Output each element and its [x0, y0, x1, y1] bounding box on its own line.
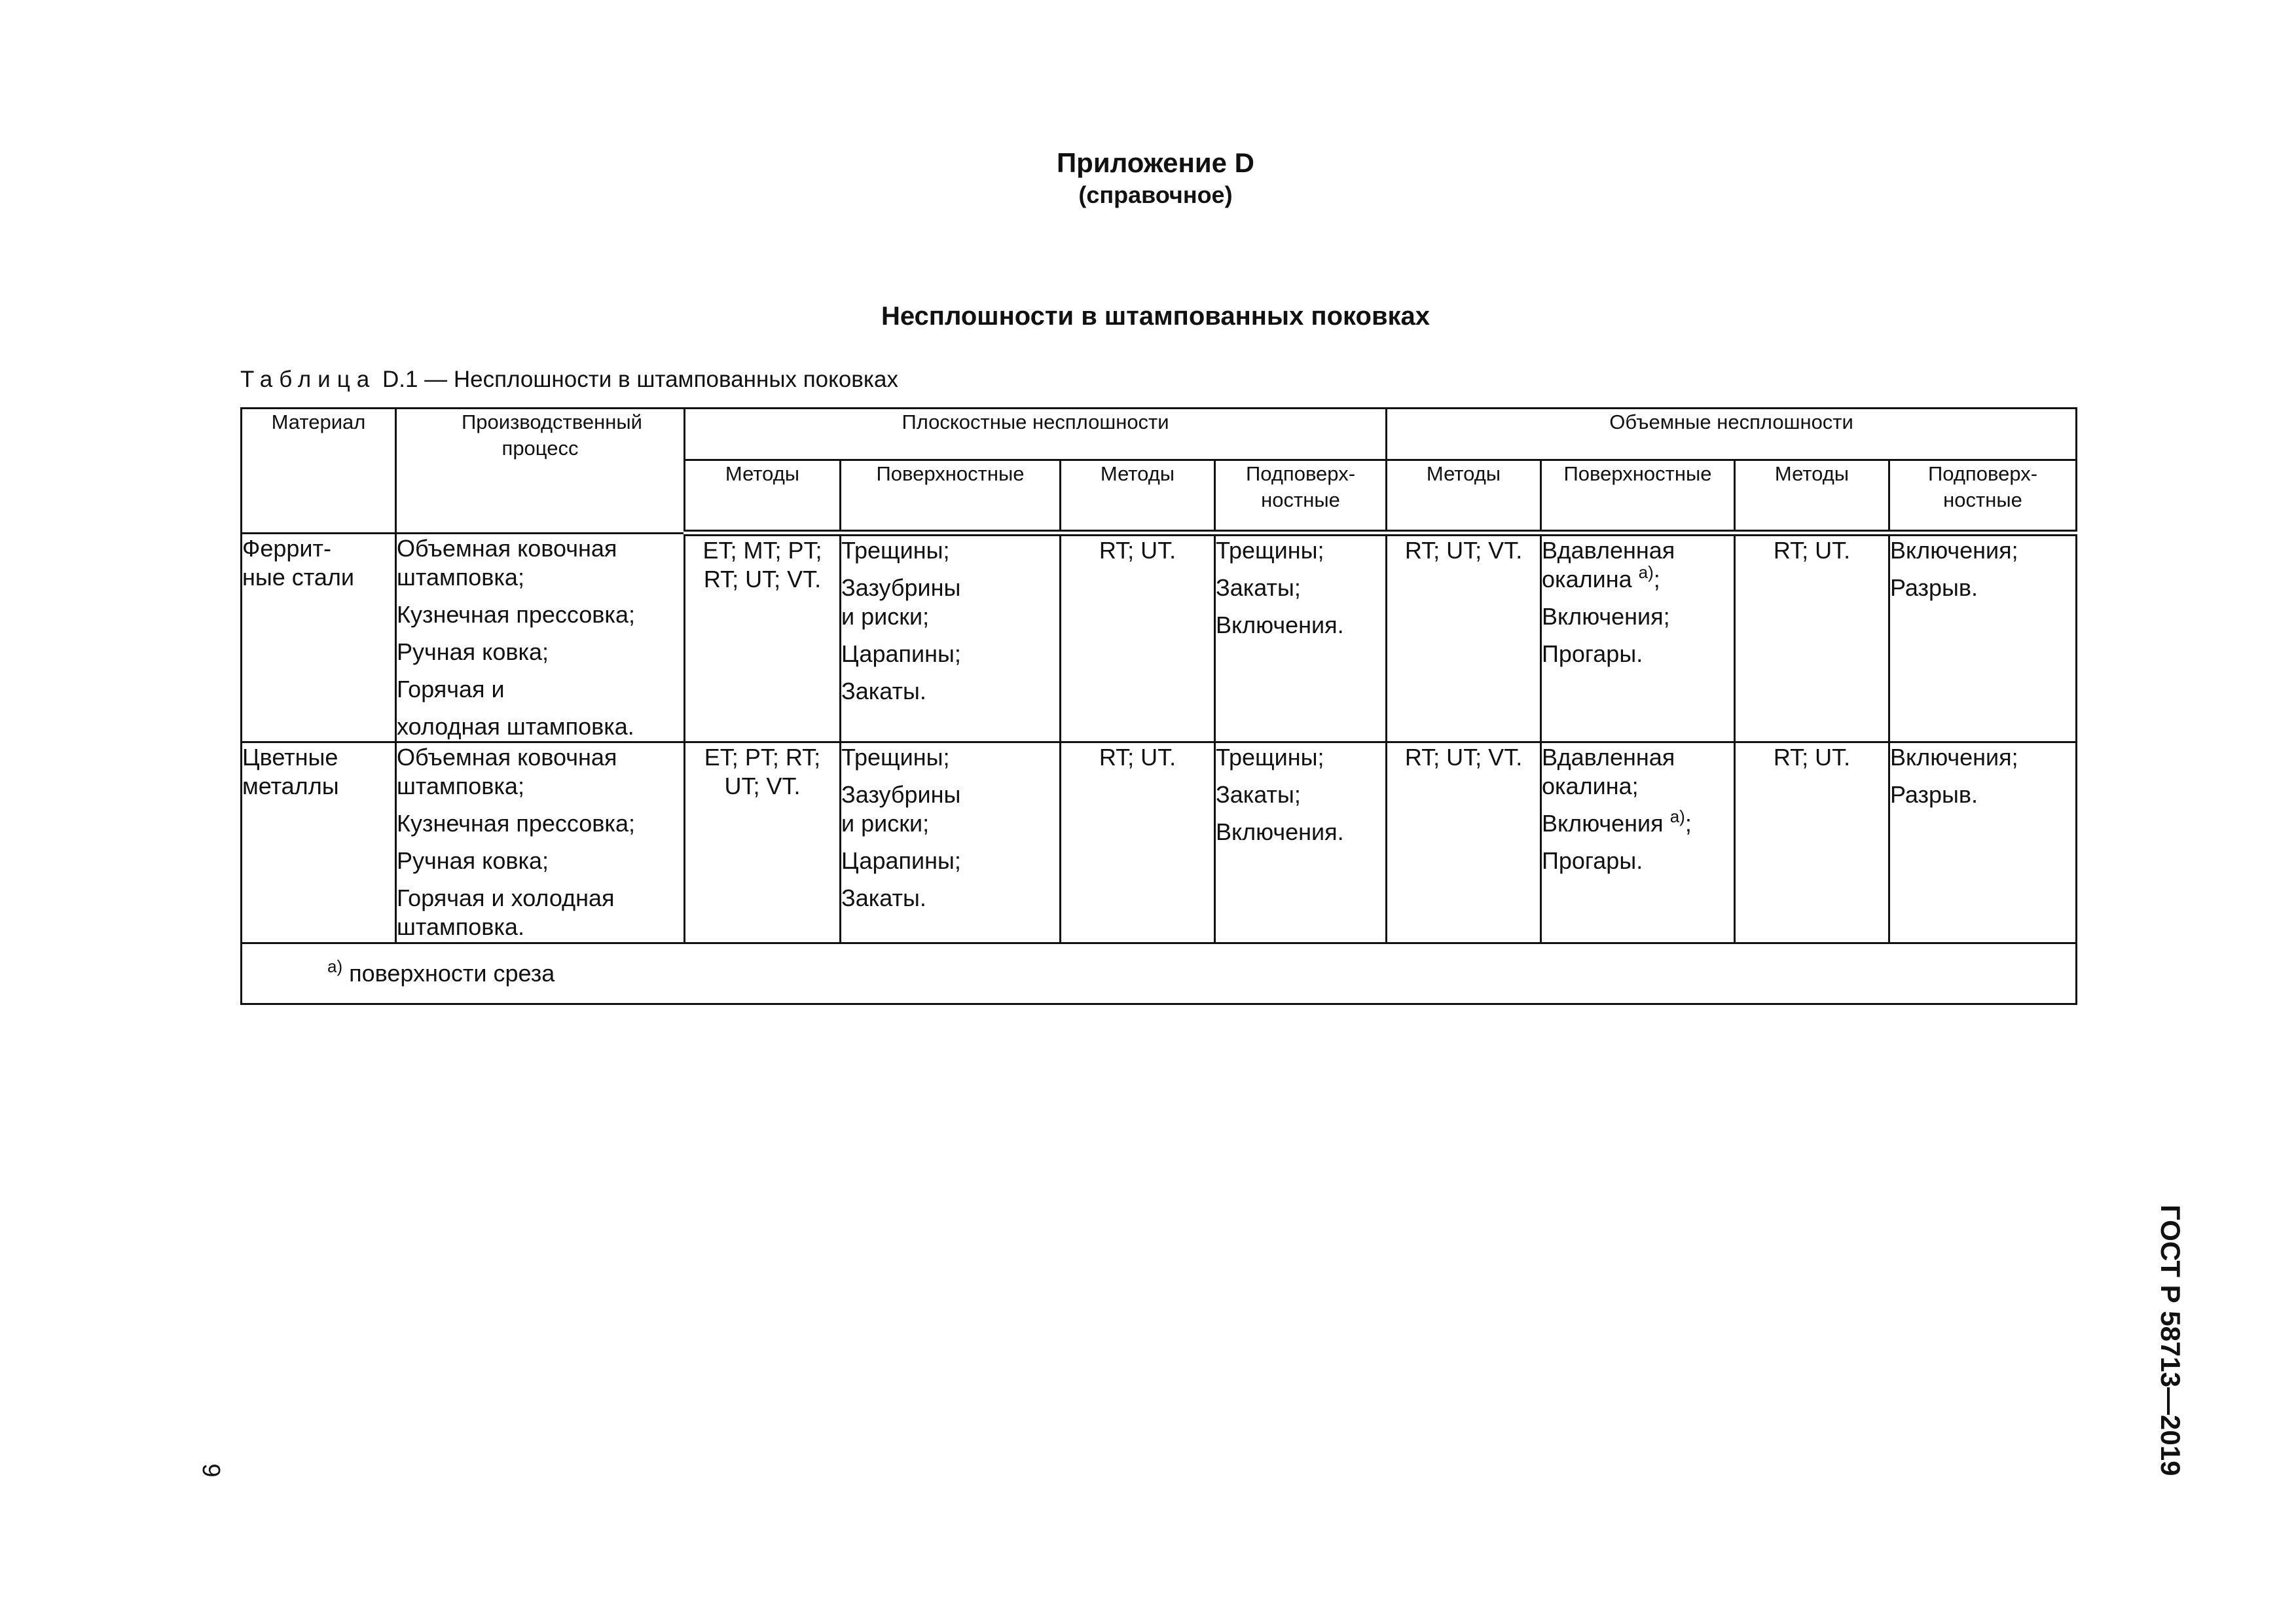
cell-planar-subsurface: [1215, 533, 1387, 742]
header-subsurface-line1: Подповерх-: [1245, 462, 1356, 485]
list-item: Объемная ковочная штамповка;: [397, 743, 617, 799]
list-item: Прогары.: [1542, 640, 1643, 667]
list-item: Ручная ковка;: [397, 847, 549, 874]
list-item: Зазубрины и риски;: [841, 780, 961, 837]
table-caption-word: Таблица: [240, 367, 376, 392]
table-footnote: [242, 943, 2077, 1004]
header-planar-surface: Поверхностные: [841, 460, 1061, 534]
header-volumetric-group: Объемные несплошности: [1387, 409, 2077, 460]
list-item: Ручная ковка;: [397, 638, 549, 665]
list-item: Включения.: [1216, 611, 1344, 638]
footnote-ref: а): [1669, 806, 1685, 826]
cell-vol-subsurface-methods: RT; UT.: [1735, 533, 1889, 742]
cell-vol-surface-methods: RT; UT; VT.: [1387, 742, 1541, 943]
list-item: Царапины;: [841, 640, 961, 667]
list-item: холодная штамповка.: [397, 712, 634, 740]
list-item: Кузнечная прессовка;: [397, 809, 635, 837]
footnote-ref: а): [1638, 562, 1654, 582]
list-item: Включения;: [1890, 743, 2018, 771]
list-item: Трещины;: [1216, 743, 1324, 771]
header-planar-subsurface-methods: Методы: [1061, 460, 1215, 534]
cell-process: [396, 742, 685, 943]
cell-planar-surface-methods: ET; MT; PT; RT; UT; VT.: [685, 533, 841, 742]
section-title: Несплошности в штампованных поковках: [881, 302, 1430, 331]
header-planar-surface-methods: Методы: [685, 460, 841, 534]
header-process: [396, 409, 685, 534]
footnote-mark: а): [327, 956, 343, 976]
standard-code-text: ГОСТ Р 58713—2019: [2155, 1205, 2186, 1476]
page-number: [191, 1456, 230, 1495]
table-row: [242, 742, 2077, 943]
list-item: Зазубрины и риски;: [841, 574, 961, 630]
header-process-text: Производственный процесс: [462, 410, 642, 460]
cell-planar-subsurface-methods: RT; UT.: [1061, 533, 1215, 742]
list-item: Закаты;: [1216, 574, 1301, 601]
cell-planar-surface-methods: ET; PT; RT; UT; VT.: [685, 742, 841, 943]
list-item: [1542, 536, 1692, 594]
cell-vol-subsurface: [1889, 533, 2077, 742]
item-tail: ;: [1685, 809, 1692, 837]
appendix-title: Приложение D: [1056, 147, 1255, 178]
cell-vol-subsurface: [1889, 742, 2077, 943]
cell-process: [396, 533, 685, 742]
table-caption: [240, 365, 898, 394]
material-text: Феррит-ные стали: [242, 534, 354, 591]
cell-planar-subsurface-methods: RT; UT.: [1061, 742, 1215, 943]
page-number-text: 9: [197, 1463, 225, 1478]
list-item: [1542, 806, 1734, 838]
material-text: Цветные металлы: [242, 743, 339, 799]
header-material: Материал: [242, 409, 396, 534]
list-item: Объемная ковочная штамповка;: [397, 534, 617, 591]
header-planar-group: Плоскостные несплошности: [685, 409, 1387, 460]
list-item: Вдавленная окалина;: [1542, 743, 1675, 799]
list-item: Прогары.: [1542, 847, 1643, 874]
cell-vol-subsurface-methods: RT; UT.: [1735, 742, 1889, 943]
list-item: Закаты.: [841, 678, 926, 704]
footnote-row: [242, 943, 2077, 1004]
header-subsurface-line2: ностные: [1261, 488, 1340, 511]
cell-planar-subsurface: [1215, 742, 1387, 943]
header-subsurface-line2: ностные: [1943, 488, 2022, 511]
cell-vol-surface: [1541, 742, 1735, 943]
header-row-groups: [242, 409, 2077, 460]
header-vol-surface-methods: Методы: [1387, 460, 1541, 534]
header-vol-surface: Поверхностные: [1541, 460, 1735, 534]
list-item: Разрыв.: [1890, 780, 1978, 808]
header-subsurface-line1: Подповерх-: [1928, 462, 2038, 485]
list-item: Включения;: [1542, 603, 1670, 630]
defects-table: [240, 407, 2077, 1005]
list-item: Царапины;: [841, 847, 961, 874]
list-item: Трещины;: [841, 537, 950, 564]
cell-material: [242, 533, 396, 742]
header-planar-subsurface: [1215, 460, 1387, 534]
appendix-subtitle: (справочное): [1078, 181, 1233, 208]
table-caption-text: D.1 — Несплошности в штампованных поковках: [382, 367, 898, 392]
cell-vol-surface: [1541, 533, 1735, 742]
cell-vol-surface-methods: RT; UT; VT.: [1387, 533, 1541, 742]
standard-code: [2154, 1205, 2193, 1480]
list-item: Разрыв.: [1890, 574, 1978, 601]
item-text: Вдавленная окалина: [1542, 537, 1675, 593]
header-vol-subsurface-methods: Методы: [1735, 460, 1889, 534]
item-text: Включения: [1542, 809, 1664, 837]
list-item: Горячая и холодная штамповка.: [397, 884, 615, 940]
cell-planar-surface: [841, 533, 1061, 742]
footnote-text: поверхности среза: [349, 959, 555, 987]
list-item: Горячая и: [397, 675, 505, 702]
list-item: Трещины;: [1216, 537, 1324, 564]
header-vol-subsurface: [1889, 460, 2077, 534]
cell-planar-surface: [841, 742, 1061, 943]
cell-material: [242, 742, 396, 943]
item-tail: ;: [1653, 566, 1660, 593]
list-item: Закаты.: [841, 884, 926, 911]
list-item: Закаты;: [1216, 780, 1301, 808]
list-item: Кузнечная прессовка;: [397, 600, 635, 628]
list-item: Включения.: [1216, 818, 1344, 845]
table-row: [242, 533, 2077, 742]
list-item: Включения;: [1890, 537, 2018, 564]
list-item: Трещины;: [841, 743, 950, 771]
